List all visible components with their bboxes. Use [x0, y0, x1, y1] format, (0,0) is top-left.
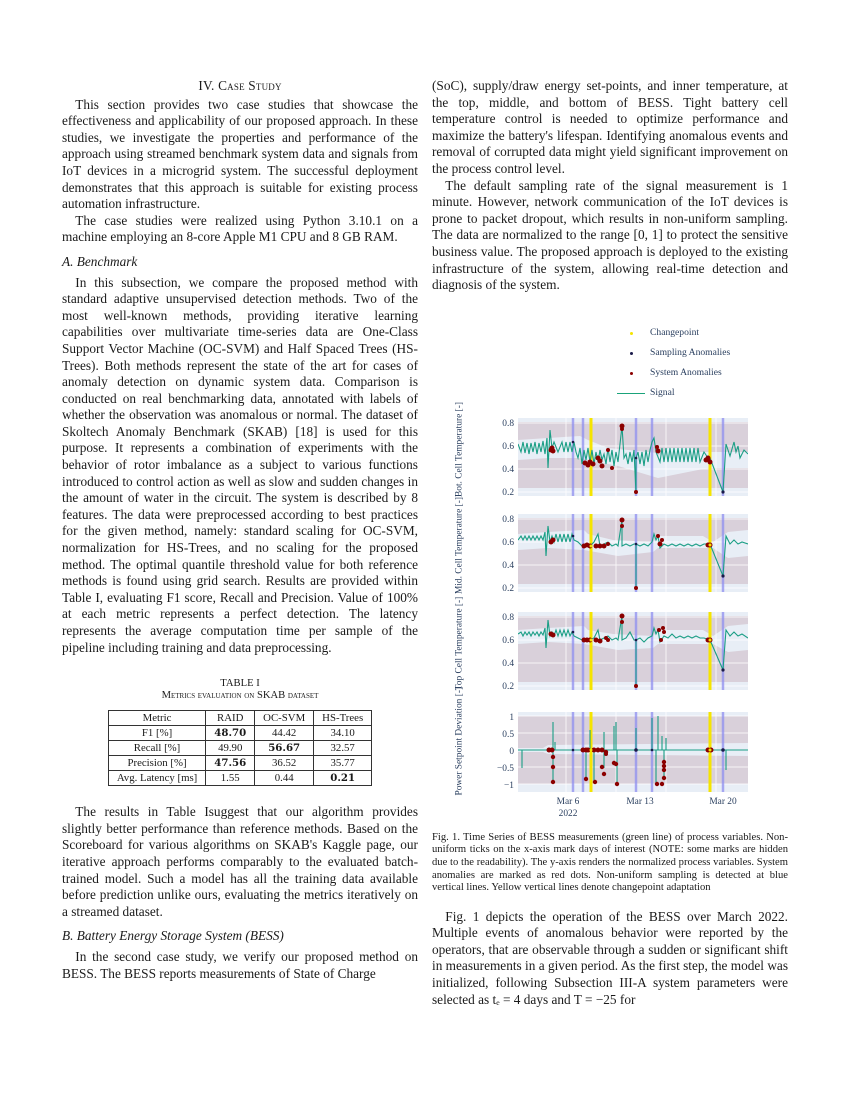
chart-panel-bot-cell	[432, 401, 788, 498]
table-header: HS-Trees	[314, 711, 372, 726]
metrics-table	[108, 710, 372, 786]
table-cell-raid: 1.55	[206, 771, 255, 786]
system-anomaly-marker-icon	[630, 372, 633, 375]
table-caption-title: Metrics evaluation on SKAB dataset	[161, 690, 319, 702]
top-cell-plot	[518, 612, 748, 690]
bot-cell-plot	[518, 418, 748, 496]
table-header: Metric	[108, 711, 205, 726]
chart-panel-top-cell	[432, 596, 788, 692]
y-tick: 1	[509, 712, 514, 723]
continuation-paragraph: (SoC), supply/draw energy set-points, and inner temperature, at the top, middle, and bottom of BESS. Tight battery cell temperature control is needed to optimize performance and maximize the battery's lifespan. Identifying anomalous events and removal of corrupted data might yield significant improvement on the process control level.	[432, 78, 788, 176]
y-tick: 0.8	[502, 418, 514, 429]
table-cell-raid: 47.56	[206, 756, 255, 771]
y-tick: 0.2	[502, 583, 514, 594]
mid-cell-plot	[518, 514, 748, 592]
y-tick: 0.4	[502, 464, 514, 475]
sampling-anomaly-marker-icon	[630, 352, 633, 355]
y-tick: 0.4	[502, 658, 514, 669]
table-row	[108, 756, 371, 771]
table-cell-ocsvm: 36.52	[255, 756, 314, 771]
table-cell-ocsvm: 56.67	[255, 741, 314, 756]
x-tick: Mar 13	[626, 796, 654, 807]
metrics-table-block	[62, 678, 418, 786]
y-tick: 0.4	[502, 560, 514, 571]
y-tick: 0	[509, 746, 514, 757]
legend-item-system-anomalies	[612, 364, 730, 384]
x-tick: Mar 6 2022	[556, 796, 580, 819]
y-tick: 0.8	[502, 514, 514, 525]
table-row	[108, 771, 371, 786]
legend-label: Signal	[650, 387, 675, 399]
subsection-b-title: B. Battery Energy Storage System (BESS)	[62, 928, 284, 944]
table-row	[108, 741, 371, 756]
y-tick: 0.6	[502, 441, 514, 452]
intro-paragraph-2: The case studies were realized using Python 3.10.1 on a machine employing an 8-core Apple M1 CPU and 8 GB RAM.	[62, 212, 418, 245]
table-header-row	[108, 711, 371, 726]
final-paragraph: Fig. 1 depicts the operation of the BESS over March 2022. Multiple events of anomalous behavior were reported by the operators, that are observable through a sudden or significant shift in measurements in a given period. As the first step, the model was initialized, following Subsection III-A system parameters were selected as tₑ = 4 days and T = −25 for	[432, 908, 788, 1007]
table-row	[108, 726, 371, 741]
table-cell-hstrees: 0.21	[314, 771, 372, 786]
legend-item-signal	[612, 384, 730, 404]
table-cell-raid: 49.90	[206, 741, 255, 756]
legend-item-changepoint	[612, 324, 730, 344]
y-tick: 0.6	[502, 537, 514, 548]
y-tick: 0.2	[502, 681, 514, 692]
y-tick: 0.6	[502, 635, 514, 646]
x-tick: Mar 20	[709, 796, 737, 807]
subsection-a-title: A. Benchmark	[62, 253, 138, 269]
table-caption-number: TABLE I	[220, 678, 260, 690]
table-header: RAID	[206, 711, 255, 726]
right-column	[432, 78, 788, 1008]
y-tick: −0.5	[496, 763, 514, 774]
y-axis-label: Mid. Cell Temperature [-]	[454, 496, 465, 594]
table-cell-hstrees: 34.10	[314, 726, 372, 741]
y-tick: −1	[504, 780, 514, 791]
legend-label: Sampling Anomalies	[650, 347, 731, 359]
chart-panel-power-setpoint	[432, 686, 788, 820]
y-tick: 0.5	[502, 729, 514, 740]
section-number: IV.	[198, 78, 215, 93]
table-cell-metric: F1 [%]	[108, 726, 205, 741]
figure-1	[432, 316, 788, 826]
table-cell-ocsvm: 44.42	[255, 726, 314, 741]
table-cell-metric: Avg. Latency [ms]	[108, 771, 205, 786]
chart-panel-mid-cell	[432, 496, 788, 594]
section-title-text: Case Study	[218, 78, 282, 93]
intro-paragraph-1: This section provides two case studies that showcase the effectiveness and applicability of our proposed approach. In these studies, we investigate the properties and performance of the approach using streamed benchmark system data and signals from IoT devices in a microgrid system. The successful deployment demonstrates that this approach is suitable for existing process automation infrastructure.	[62, 96, 418, 212]
y-axis-label: Bot. Cell Temperature [-]	[454, 401, 465, 497]
power-setpoint-plot	[518, 712, 748, 792]
subsection-a-paragraph: In this subsection, we compare the proposed method with standard adaptive unsupervised detection methods. Two of the most well-known methods, providing iterative learning capabilities over multivariate time-series data are One-Class Support Vector Machine (OC-SVM) and Half Spaced Trees (HS-Trees). Both methods represent the state of the art for cases of anomaly detection on dynamic system data. Comparison is conducted on real benchmarking data, annotated with labels of whether the observation was anomalous or normal. The dataset of Skoltech Anomaly Benchmark (SKAB) [18] is used for this purpose. It represents a combination of experiments with the behavior of rotor imbalance as a subject to various functions introduced to control action as well as slow and sudden changes in the amount of water in the circuit. The system is described by 8 features. The data were preprocessed according to best practices for the given method, namely: standard scaling for OC-SVM, normalization for HS-Trees, and no scaling for the proposed method. The optimal quantile threshold value for both reference methods is found using grid search. Results are provided within Table I, evaluating F1 score, Recall and Precision. Value of 100% at each metric represents a perfect detection. The latency represents the average computation time per sample of the pipeline including training and data preprocessing.	[62, 274, 418, 655]
y-tick: 0.8	[502, 612, 514, 623]
table-cell-metric: Precision [%]	[108, 756, 205, 771]
legend-item-sampling-anomalies	[612, 344, 730, 364]
table-cell-hstrees: 35.77	[314, 756, 372, 771]
section-title	[62, 78, 418, 95]
left-column	[62, 78, 418, 982]
y-axis-label: Top Cell Temperature [-]	[454, 596, 465, 690]
table-header: OC-SVM	[255, 711, 314, 726]
sampling-paragraph: The default sampling rate of the signal measurement is 1 minute. However, network communication of the IoT devices is prone to packet dropout, which results in non-uniform sampling. The data are normalized to the range [0, 1] to protect the sensitive business value. The proposed approach is deployed to the existing infrastructure of the system, allowing real-time detection and diagnosis of the system.	[432, 177, 788, 293]
changepoint-marker-icon	[630, 332, 633, 335]
legend-label: System Anomalies	[650, 367, 722, 379]
table-cell-raid: 48.70	[206, 726, 255, 741]
legend-label: Changepoint	[650, 327, 700, 339]
table-cell-hstrees: 32.57	[314, 741, 372, 756]
table-cell-ocsvm: 0.44	[255, 771, 314, 786]
y-tick: 0.2	[502, 487, 514, 498]
signal-line-icon	[617, 393, 645, 395]
chart-legend	[612, 324, 730, 404]
subsection-b-paragraph: In the second case study, we verify our proposed method on BESS. The BESS reports measurements of State of Charge	[62, 948, 418, 981]
figure-caption: Fig. 1. Time Series of BESS measurements (green line) of process variables. Non-uniform ticks on the x-axis mark days of interest (NOTE: some marks are hidden due to the readability). The y-axis renders the normalized process variables. System anomalies are marked as red dots. Non-uniform sampling is detected at blue vertical lines. Yellow vertical lines denote changepoint adaptation	[432, 831, 788, 894]
y-axis-label: Power Setpoint Deviation [-]	[454, 686, 465, 796]
table-cell-metric: Recall [%]	[108, 741, 205, 756]
results-paragraph: The results in Table Isuggest that our algorithm provides slightly better performance than reference methods. Based on the Scoreboard for various algorithms on SKAB's Kaggle page, our iterative approach performs comparably to the evaluated batch-trained model. Such a model has all the training data available before prediction unlike ours, evaluating the metrics iteratively on a streamed dataset.	[62, 804, 418, 919]
